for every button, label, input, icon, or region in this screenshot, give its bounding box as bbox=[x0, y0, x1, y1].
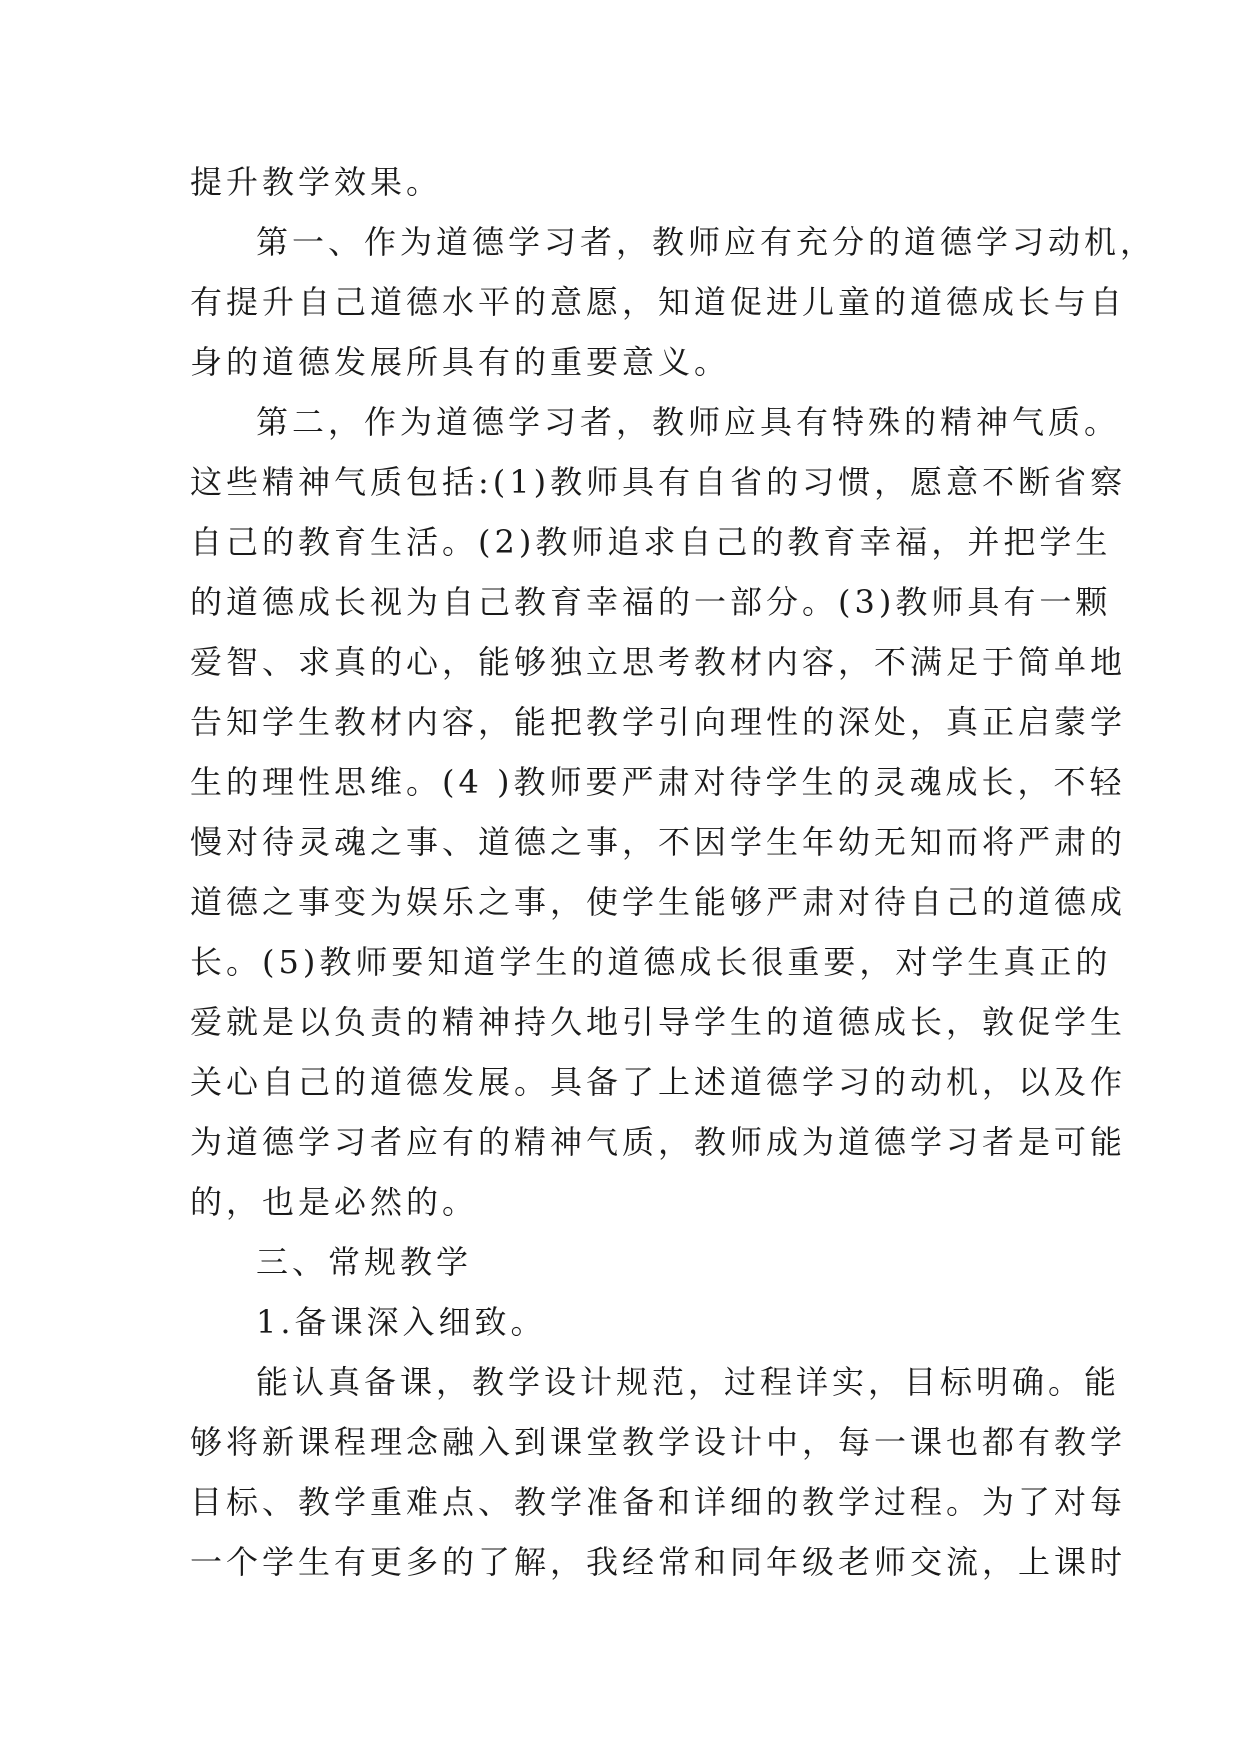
paragraph-line: 为道德学习者应有的精神气质，教师成为道德学习者是可能 bbox=[190, 1123, 1127, 1161]
paragraph-line: 第二，作为道德学习者，教师应具有特殊的精神气质。 bbox=[256, 403, 1121, 441]
body-text bbox=[190, 152, 1157, 1592]
subsection-heading: 1.备课深入细致。 bbox=[256, 1303, 547, 1341]
paragraph-line: 道德之事变为娱乐之事，使学生能够严肃对待自己的道德成 bbox=[190, 883, 1127, 921]
paragraph-line: 够将新课程理念融入到课堂教学设计中，每一课也都有教学 bbox=[190, 1423, 1127, 1461]
paragraph-line: 能认真备课，教学设计规范，过程详实，目标明确。能 bbox=[256, 1363, 1121, 1401]
paragraph-line: 的，也是必然的。 bbox=[190, 1183, 479, 1221]
paragraph-line: 有提升自己道德水平的意愿，知道促进儿童的道德成长与自 bbox=[190, 283, 1127, 321]
paragraph-line: 这些精神气质包括:(1)教师具有自省的习惯，愿意不断省察 bbox=[190, 463, 1127, 501]
paragraph-line: 自己的教育生活。(2)教师追求自己的教育幸福，并把学生 bbox=[190, 523, 1112, 561]
paragraph-line: 提升教学效果。 bbox=[190, 163, 443, 201]
section-heading: 三、常规教学 bbox=[256, 1243, 473, 1281]
paragraph-line: 目标、教学重难点、教学准备和详细的教学过程。为了对每 bbox=[190, 1483, 1127, 1521]
paragraph-line: 慢对待灵魂之事、道德之事，不因学生年幼无知而将严肃的 bbox=[190, 823, 1127, 861]
paragraph-line: 爱智、求真的心，能够独立思考教材内容，不满足于简单地 bbox=[190, 643, 1127, 681]
paragraph-line: 一个学生有更多的了解，我经常和同年级老师交流，上课时 bbox=[190, 1543, 1127, 1581]
paragraph-line: 爱就是以负责的精神持久地引导学生的道德成长，敦促学生 bbox=[190, 1003, 1127, 1041]
paragraph-line: 告知学生教材内容，能把教学引向理性的深处，真正启蒙学 bbox=[190, 703, 1127, 741]
paragraph-line: 关心自己的道德发展。具备了上述道德学习的动机，以及作 bbox=[190, 1063, 1127, 1101]
paragraph-line: 长。(5)教师要知道学生的道德成长很重要，对学生真正的 bbox=[190, 943, 1112, 981]
paragraph-line: 的道德成长视为自己教育幸福的一部分。(3)教师具有一颗 bbox=[190, 583, 1112, 621]
paragraph-line: 身的道德发展所具有的重要意义。 bbox=[190, 343, 731, 381]
paragraph-line: 第一、作为道德学习者，教师应有充分的道德学习动机， bbox=[256, 223, 1157, 261]
paragraph-line: 生的理性思维。(4 )教师要严肃对待学生的灵魂成长，不轻 bbox=[190, 763, 1126, 801]
